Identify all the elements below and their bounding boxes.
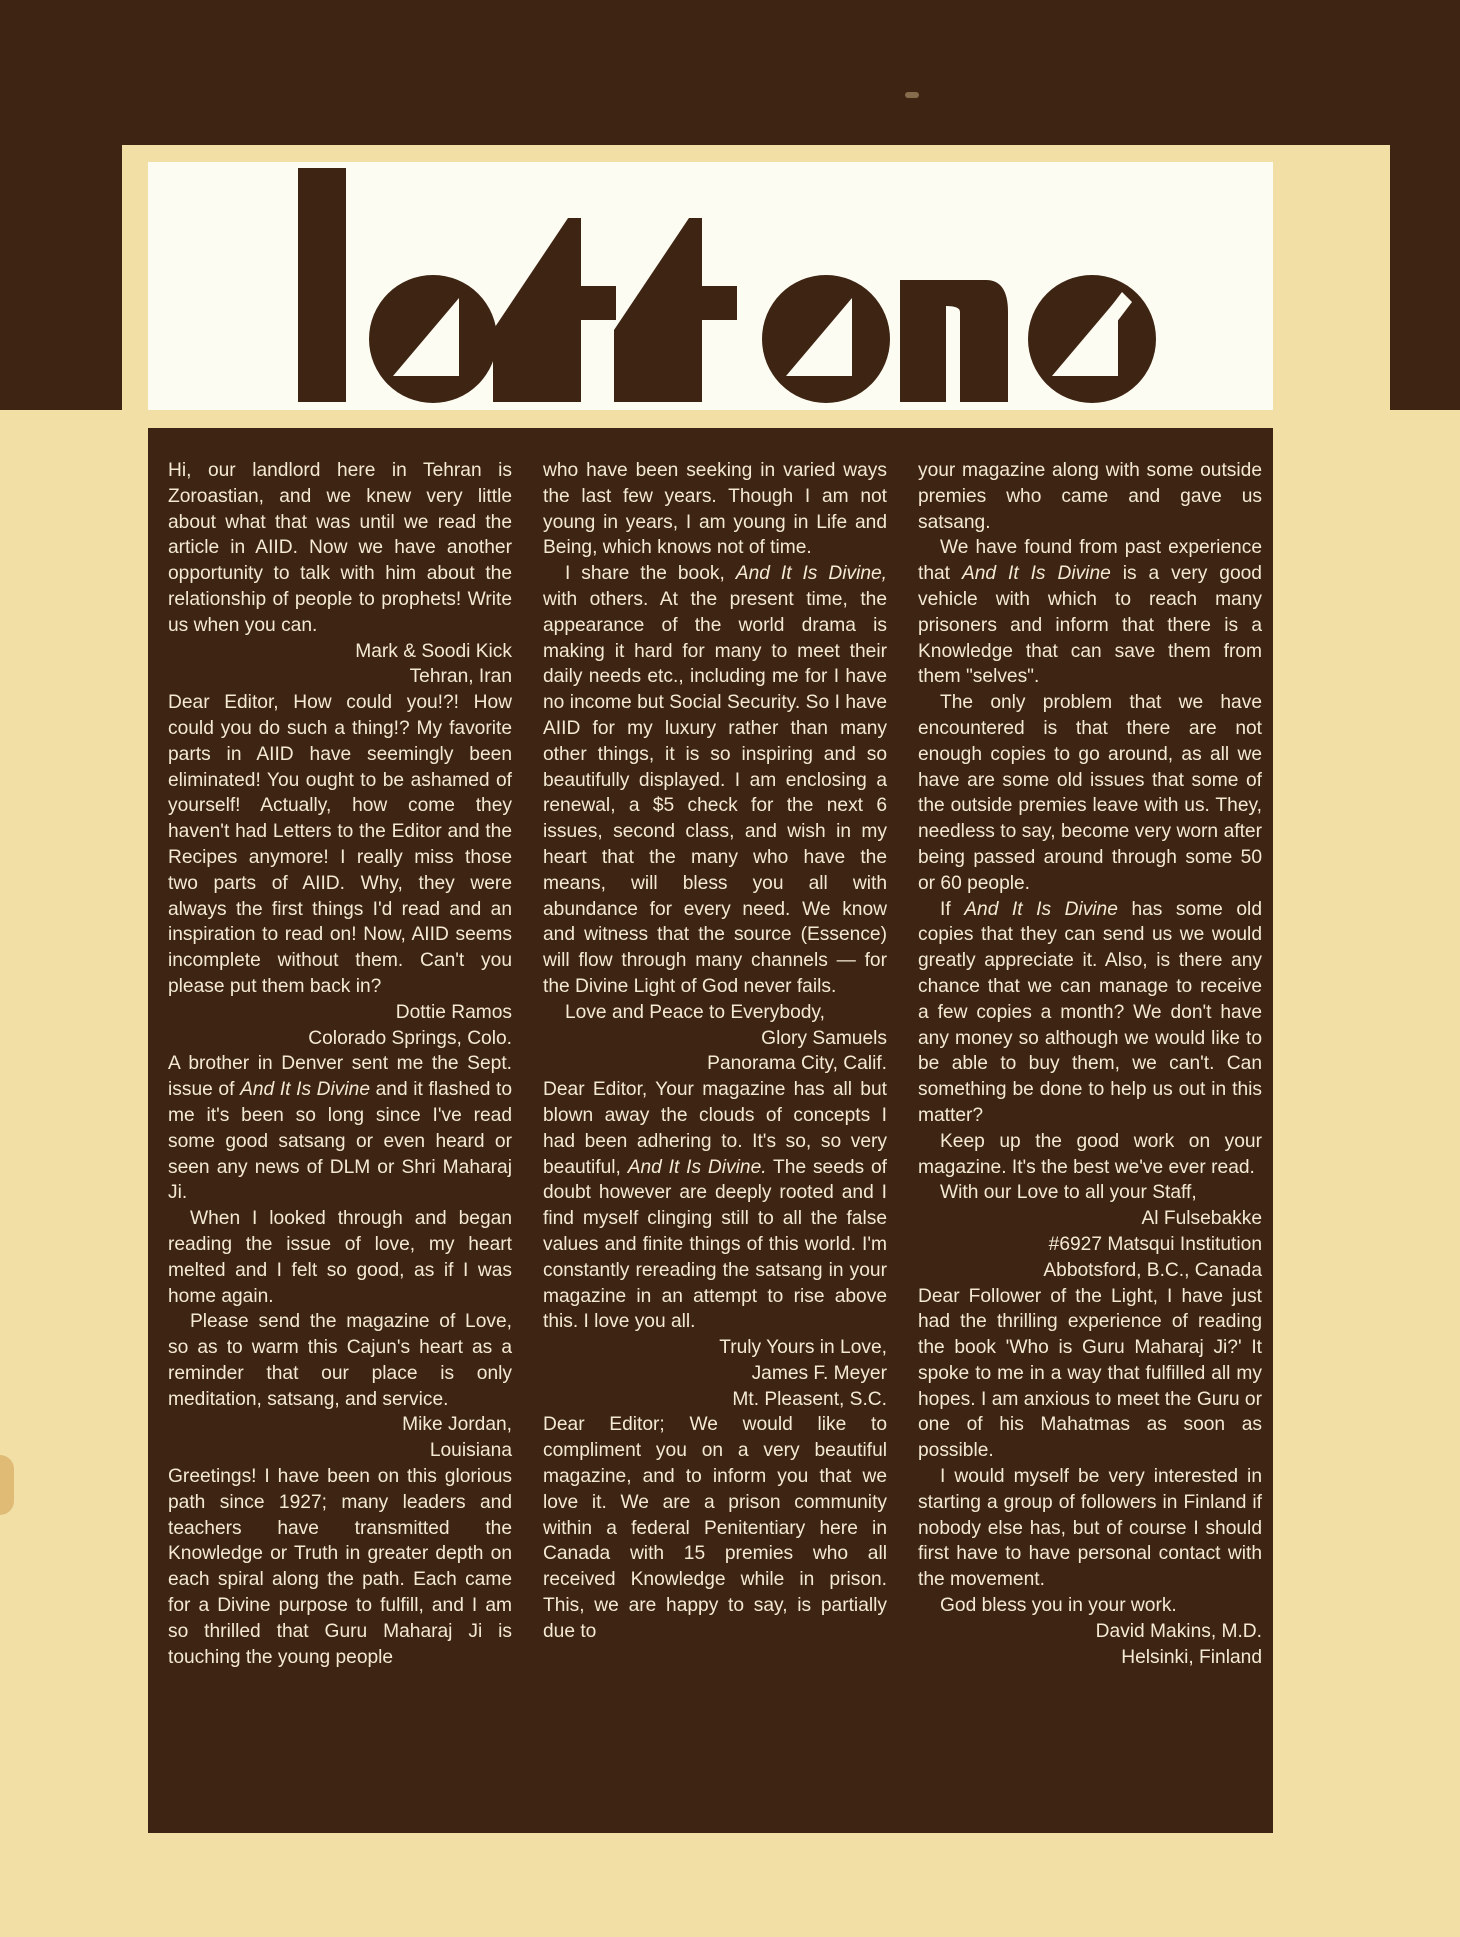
letter-text: who have been seeking in varied ways the last few years. Though I am not young in years, I am young in Life and Being, which knows not of time. (543, 460, 887, 559)
letter-text: If (940, 898, 965, 920)
letter-text: Dear Follower of the Light, I have just had the thrilling experience of reading the book 'Who is Guru Maharaj Ji?' It spoke to me in a way that fulfilled all my hopes. I am anxious to meet the Guru or one of his Mahatmas as soon as possible. (918, 1285, 1262, 1462)
letter-text: Please send the magazine of Love, so as to warm this Cajun's heart as a reminder that our place is only meditation, satsang, and service. (168, 1311, 512, 1410)
title-panel (148, 162, 1273, 410)
letter-text: I share the book, (565, 563, 736, 585)
top-border-band (0, 0, 1460, 145)
letter-closing: God bless you in your work. (940, 1595, 1177, 1617)
signature: Mark & Soodi Kick (355, 640, 512, 662)
magazine-title: And It Is Divine (240, 1079, 370, 1101)
letter-closing: Truly Yours in Love, (719, 1337, 887, 1359)
letter-text: is a very good vehicle with which to reach many prisoners and inform that there is a Knowledge that can save them from them "selves". (918, 563, 1262, 688)
letter-text: Dear Editor; We would like to compliment you on a very beautiful magazine, and to inform you that we love it. We are a prison community within a federal Penitentiary here in Canada with 15 premies who all received Knowledge while in prison. This, we are happy to say, is partially due to (543, 1414, 887, 1642)
signature-location: Mt. Pleasent, S.C. (732, 1388, 887, 1410)
signature: Glory Samuels (761, 1027, 887, 1049)
letter-text: I would myself be very interested in starting a group of followers in Finland if nobody else has, but of course I should first have to have personal contact with the movement. (918, 1466, 1262, 1591)
letter-text: We have found from past experience that (918, 537, 1262, 585)
signature: Dottie Ramos (395, 1001, 512, 1023)
column-3 (918, 458, 1262, 1670)
magazine-title: And It Is Divine (961, 563, 1111, 585)
column-1 (168, 458, 512, 1670)
letters-body-panel (148, 428, 1273, 1833)
signature: Mike Jordan, (402, 1414, 512, 1436)
letter-text: Greetings! I have been on this glorious path since 1927; many leaders and teachers have transmitted the Knowledge or Truth in greater depth on each spiral along the path. Each came for a Divine purpose to fulfill, and I am so thrilled that Guru Maharaj Ji is touching the young people (168, 1466, 512, 1668)
letter-text: your magazine along with some outside premies who came and gave us satsang. (918, 460, 1262, 533)
magazine-title: And It Is Divine. (627, 1156, 767, 1178)
letter-text: A brother in Denver sent me the Sept. issue of (168, 1053, 512, 1101)
letters-logotype (148, 162, 1273, 410)
letter-text: The only problem that we have encountered is that there are not enough copies to go around, as all we have are some old issues that some of the outside premies leave with us. They, needless to say, become very worn after being passed around through some 50 or 60 people. (918, 692, 1262, 894)
letter-text: When I looked through and began reading the issue of love, my heart melted and I felt so good, as if I was home again. (168, 1208, 512, 1307)
signature: David Makins, M.D. (1095, 1620, 1262, 1642)
letter-text: Hi, our landlord here in Tehran is Zoroastian, and we knew very little about what that was until we read the article in AIID. Now we have another opportunity to talk with him about the relationship of people to prophets! Write us when you can. (168, 460, 512, 636)
scan-edge-stain (0, 1455, 14, 1515)
right-border-band (1390, 0, 1460, 410)
letter-text: and it flashed to me it's been so long since I've read some good satsang or even heard or seen any news of DLM or Shri Maharaj Ji. (168, 1079, 512, 1204)
signature-location: Panorama City, Calif. (707, 1053, 887, 1075)
letter-text: Keep up the good work on your magazine. It's the best we've ever read. (918, 1130, 1262, 1178)
magazine-title: And It Is Divine (964, 898, 1118, 920)
letter-paragraph (918, 535, 1262, 690)
letter-closing: Love and Peace to Everybody, (565, 1001, 825, 1023)
signature: James F. Meyer (751, 1362, 887, 1384)
left-border-band (0, 0, 122, 410)
signature-location: Helsinki, Finland (1121, 1646, 1262, 1668)
letter-text: The seeds of doubt however are deeply rooted and I find myself clinging still to all the false values and finite things of this world. I'm constantly rereading the satsang in your magazine in an attempt to rise above this. I love you all. (543, 1156, 887, 1333)
signature: Al Fulsebakke (1141, 1208, 1262, 1230)
letter-text: has some old copies that they can send us we would greatly appreciate it. Also, is there any chance that we can manage to receive a few copies a month? We don't have any money so although we would like to be able to buy them, we can't. Can something be done to help us out in this matter? (918, 898, 1262, 1126)
letter-paragraph (543, 561, 887, 1000)
signature-location: Louisiana (429, 1440, 512, 1462)
scan-mark (905, 92, 919, 98)
letter-text: Dear Editor, How could you!?! How could you do such a thing!? My favorite parts in AIID have seemingly been eliminated! You ought to be ashamed of yourself! Actually, how come they haven't had Letters to the Editor and the Recipes anymore! I really miss those two parts of AIID. Why, they were always the first things I'd read and an inspiration to read on! Now, AIID seems incomplete without them. Can't you please put them back in? (168, 692, 512, 997)
letter-text: with others. At the present time, the appearance of the world drama is making it hard for many to meet their daily needs etc., including me for I have no income but Social Security. So I have AIID for my luxury rather than many other things, it is so inspiring and so beautifully displayed. I am enclosing a renewal, a $5 check for the next 6 issues, second class, and wish in my heart that the many who have the means, will bless you all with abundance for every need. We know and witness that the source (Essence) will flow through many channels — for the Divine Light of God never fails. (543, 588, 887, 997)
signature-location: Abbotsford, B.C., Canada (1043, 1259, 1262, 1281)
signature-location: Tehran, Iran (409, 666, 512, 688)
column-2 (543, 458, 887, 1645)
signature-location: #6927 Matsqui Institution (1048, 1233, 1262, 1255)
letter-text: Dear Editor, Your magazine has all but blown away the clouds of concepts I had been adhering to. It's so, so very beautiful, (543, 1079, 887, 1178)
letter-paragraph (918, 897, 1262, 1129)
letter-closing: With our Love to all your Staff, (940, 1182, 1197, 1204)
magazine-title: And It Is Divine, (735, 563, 888, 585)
signature-location: Colorado Springs, Colo. (308, 1027, 512, 1049)
letter-paragraph (168, 1051, 512, 1206)
letter-paragraph (543, 1077, 887, 1335)
